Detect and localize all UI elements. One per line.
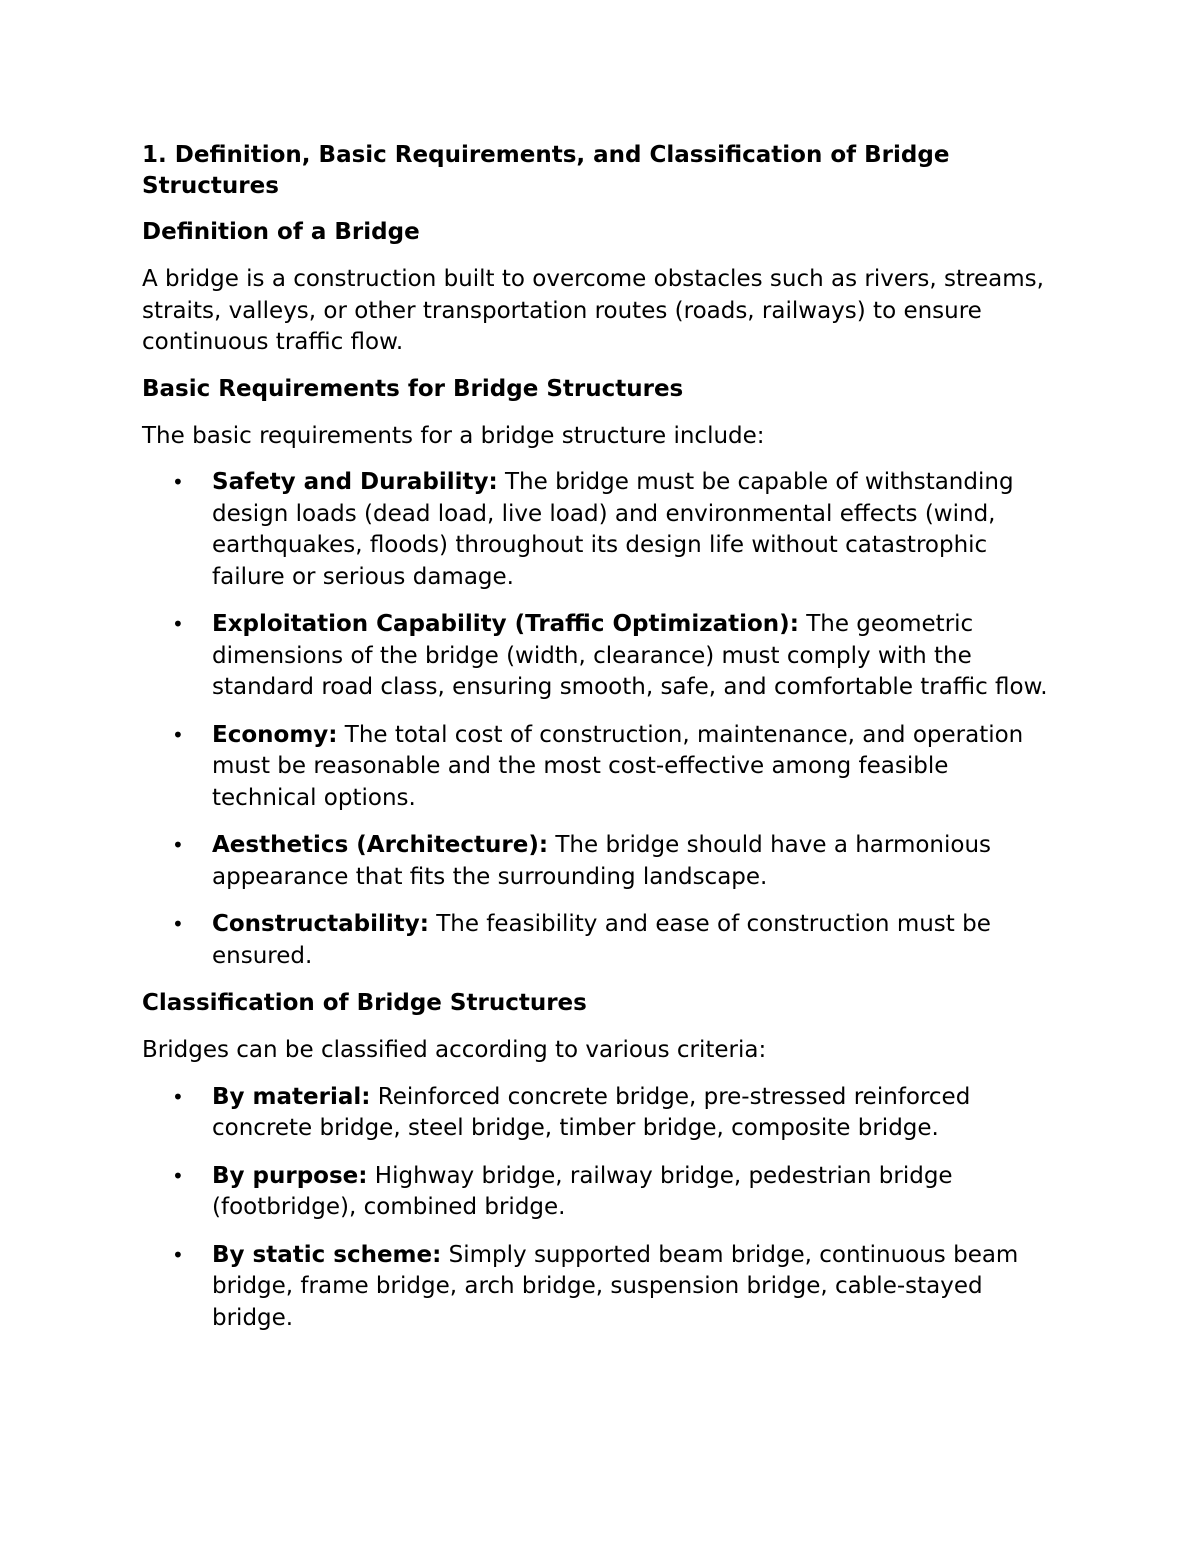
bullet-icon: • (172, 1084, 184, 1109)
item-text: Reinforced concrete bridge, pre-stressed reinforced concrete bridge, steel bridge, timber bridge, composite bridge. (212, 1083, 971, 1141)
list-item (142, 467, 1050, 593)
bullet-icon: • (172, 612, 184, 636)
list-item (142, 1240, 1050, 1335)
item-term: By static scheme: (212, 1241, 442, 1268)
item-text: The bridge should have a harmonious appearance that fits the surrounding landscape. (212, 832, 992, 890)
list-item (142, 830, 1050, 893)
list-item (142, 1161, 1050, 1224)
bullet-icon: • (172, 722, 184, 747)
requirements-list (142, 467, 1050, 972)
list-item (142, 1082, 1050, 1145)
definition-paragraph: A bridge is a construction built to overcome obstacles such as rivers, streams, straits, valleys, or other transportation routes (roads, railways) to ensure continuous traffic flow. (142, 266, 1044, 355)
item-term: Constructability: (212, 911, 429, 937)
section-heading-classification: Classification of Bridge Structures (142, 990, 587, 1016)
item-text: Simply supported beam bridge, continuous beam bridge, frame bridge, arch bridge, suspension bridge, cable-stayed bridge. (212, 1241, 1019, 1331)
section-heading-definition: Definition of a Bridge (142, 219, 420, 245)
bullet-icon: • (172, 1163, 184, 1188)
item-term: Economy: (212, 721, 338, 748)
bullet-icon: • (172, 470, 184, 494)
section-heading-requirements: Basic Requirements for Bridge Structures (142, 375, 684, 402)
document-title: 1. Definition, Basic Requirements, and Classification of Bridge Structures (142, 142, 950, 199)
requirements-intro: The basic requirements for a bridge structure include: (142, 422, 765, 449)
item-text: The geometric dimensions of the bridge (width, clearance) must comply with the standard road class, ensuring smooth, safe, and comfortable traffic flow. (212, 611, 1048, 700)
item-term: Exploitation Capability (Traffic Optimization): (212, 611, 799, 637)
item-term: Aesthetics (Architecture): (212, 832, 549, 858)
bullet-icon: • (172, 1242, 184, 1267)
item-text: The total cost of construction, maintenance, and operation must be reasonable and the most cost-effective among feasible technical options. (212, 721, 1024, 811)
bullet-icon: • (172, 912, 184, 936)
item-term: Safety and Durability: (212, 469, 498, 495)
item-text: The bridge must be capable of withstanding design loads (dead load, live load) and environmental effects (wind, earthquakes, floods) throughout its design life without catastrophic failure or serious damage. (212, 469, 1014, 590)
item-term: By material: (212, 1083, 371, 1110)
list-item (142, 609, 1050, 704)
item-term: By purpose: (212, 1162, 368, 1189)
list-item (142, 720, 1050, 815)
classification-intro: Bridges can be classified according to various criteria: (142, 1037, 767, 1063)
list-item (142, 909, 1050, 972)
classification-list (142, 1082, 1050, 1335)
bullet-icon: • (172, 833, 184, 857)
item-text: The feasibility and ease of construction must be ensured. (212, 911, 991, 969)
item-text: Highway bridge, railway bridge, pedestrian bridge (footbridge), combined bridge. (212, 1162, 953, 1220)
